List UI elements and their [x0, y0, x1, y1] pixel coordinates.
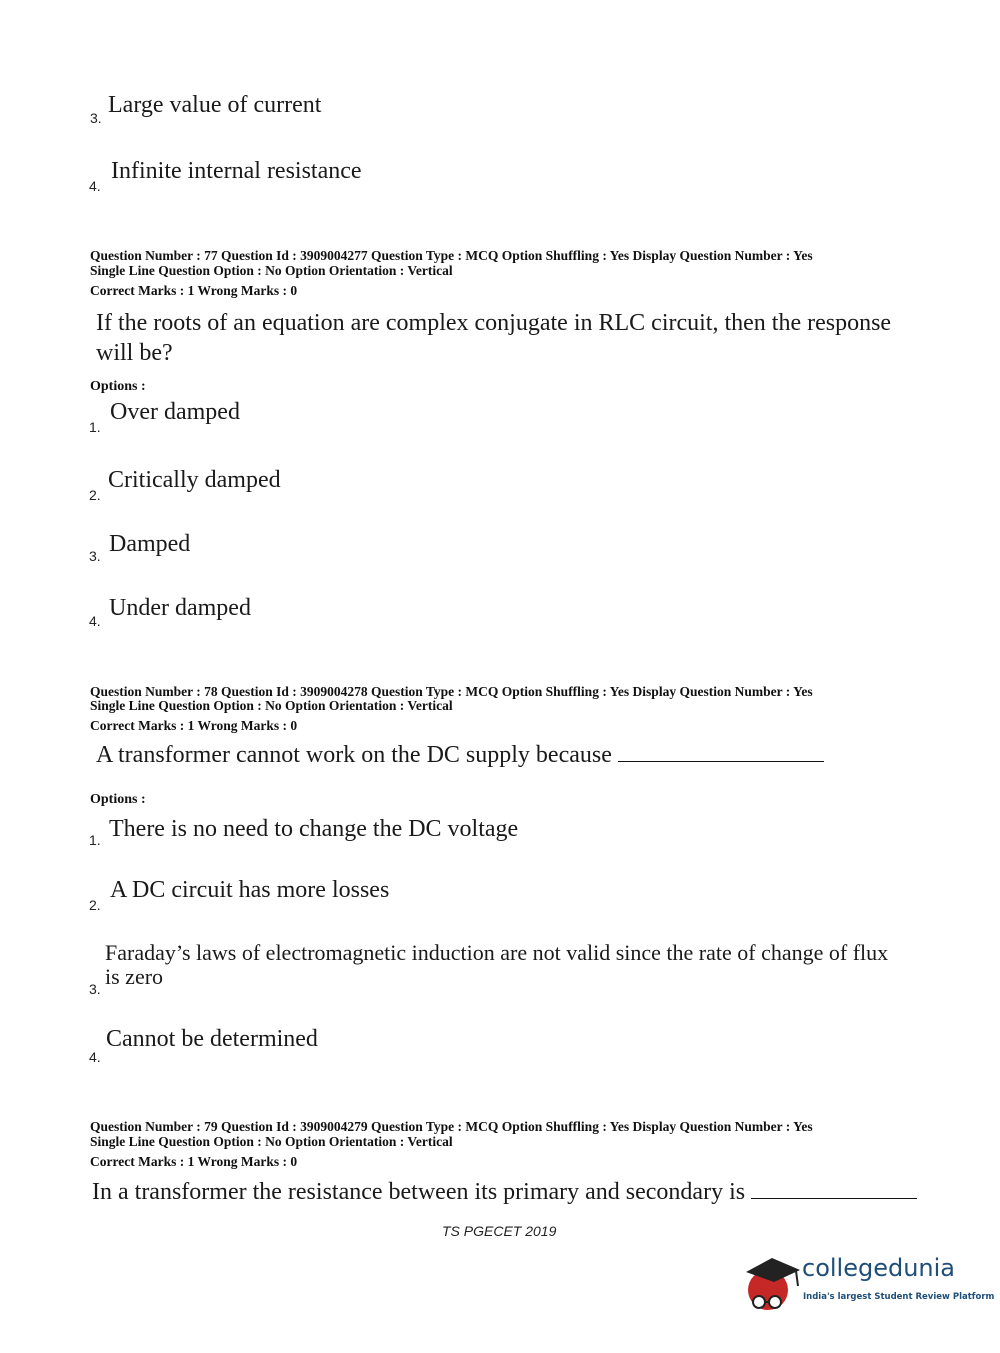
options-label: Options : [90, 792, 146, 807]
answer-blank [751, 1197, 917, 1199]
option-number: 4. [89, 1049, 101, 1065]
question-meta-line: Single Line Question Option : No Option Orientation : Vertical [90, 263, 453, 278]
question-meta-line: Single Line Question Option : No Option Orientation : Vertical [90, 1134, 453, 1149]
page-footer: TS PGECET 2019 [442, 1223, 557, 1239]
option-text-continued: is zero [105, 964, 164, 989]
option-text: Over damped [110, 399, 240, 425]
question-text: will be? [96, 340, 173, 366]
brand-name: collegedunia [802, 1254, 956, 1282]
option-text: Critically damped [108, 467, 281, 493]
option-number: 3. [89, 548, 101, 564]
answer-blank [618, 760, 824, 762]
question-text-content: In a transformer the resistance between its primary and secondary is [92, 1179, 746, 1205]
option-number: 4. [89, 178, 101, 194]
option-number: 1. [89, 832, 101, 848]
question-meta-line: Question Number : 79 Question Id : 3909004279 Question Type : MCQ Option Shuffling : Yes Display Question Number : Yes [90, 1119, 813, 1134]
question-meta-line: Single Line Question Option : No Option Orientation : Vertical [90, 698, 453, 713]
option-number: 4. [89, 613, 101, 629]
question-marks: Correct Marks : 1 Wrong Marks : 0 [90, 283, 298, 298]
option-number: 2. [89, 897, 101, 913]
question-marks: Correct Marks : 1 Wrong Marks : 0 [90, 1154, 298, 1169]
option-text: Faraday’s laws of electromagnetic induction are not valid since the rate of change of flux [105, 940, 889, 965]
question-text [96, 742, 824, 769]
option-text: Cannot be determined [106, 1026, 318, 1052]
brand-tagline: India's largest Student Review Platform [803, 1292, 995, 1302]
option-text: Damped [109, 531, 191, 557]
option-text: There is no need to change the DC voltage [109, 816, 519, 842]
option-number: 3. [90, 110, 102, 126]
question-meta-line: Question Number : 78 Question Id : 3909004278 Question Type : MCQ Option Shuffling : Yes Display Question Number : Yes [90, 684, 813, 699]
question-marks: Correct Marks : 1 Wrong Marks : 0 [90, 718, 298, 733]
options-label: Options : [90, 379, 146, 394]
question-meta-line: Question Number : 77 Question Id : 3909004277 Question Type : MCQ Option Shuffling : Yes Display Question Number : Yes [90, 248, 813, 263]
option-number: 1. [89, 419, 101, 435]
option-text: A DC circuit has more losses [110, 877, 390, 903]
question-text-content: A transformer cannot work on the DC supply because [96, 742, 612, 768]
question-text [92, 1179, 917, 1206]
option-text: Large value of current [108, 92, 322, 118]
question-text: If the roots of an equation are complex conjugate in RLC circuit, then the response [96, 310, 892, 336]
option-text: Under damped [109, 595, 251, 621]
option-number: 2. [89, 487, 101, 503]
option-text: Infinite internal resistance [111, 158, 362, 184]
graduate-mascot-icon [742, 1250, 804, 1320]
brand-logo [742, 1250, 995, 1320]
option-number: 3. [89, 981, 101, 997]
